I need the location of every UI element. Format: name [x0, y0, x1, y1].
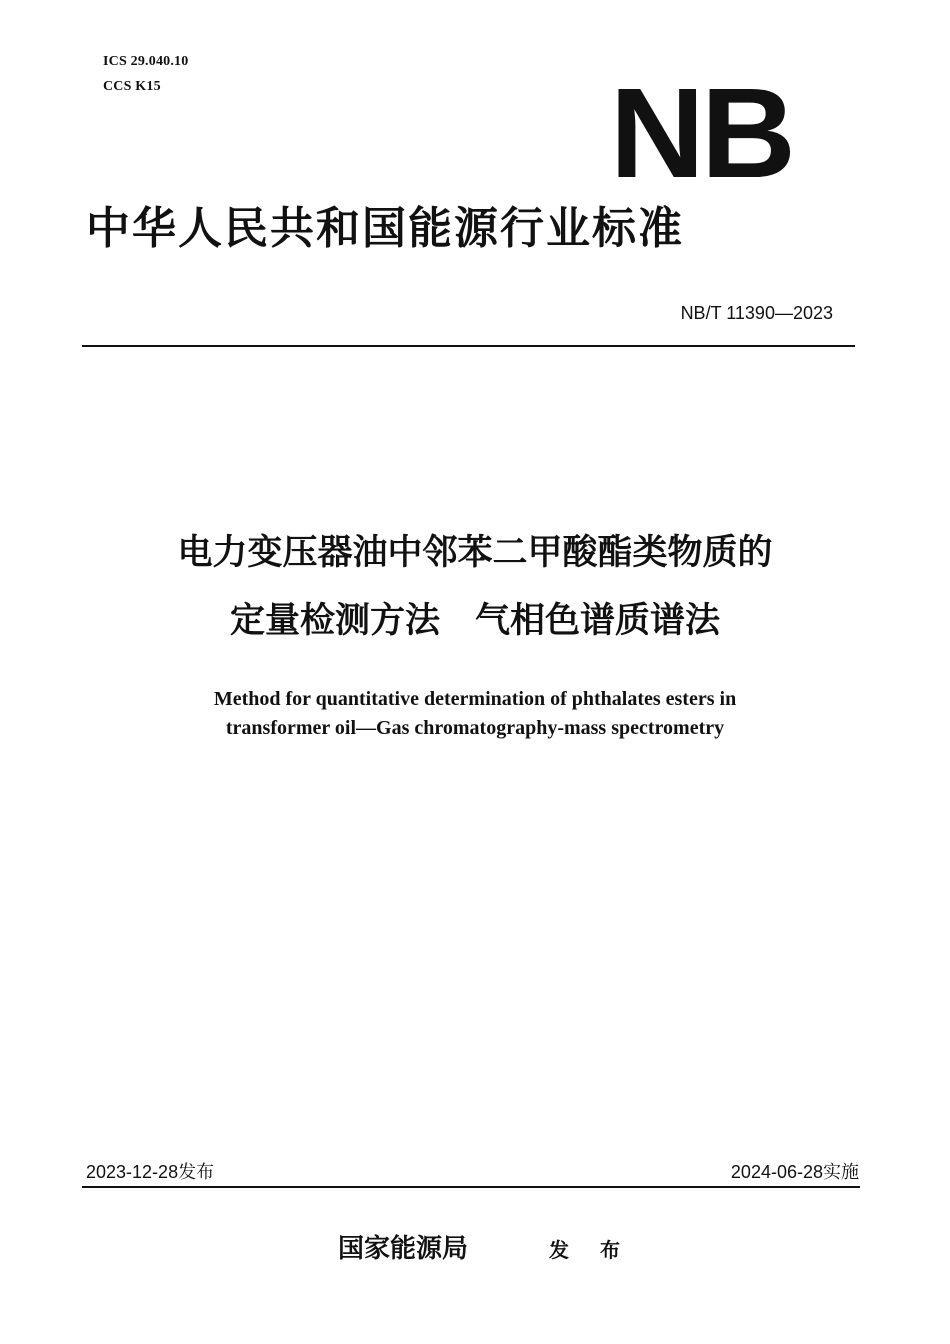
header-divider [82, 345, 855, 347]
publisher-name: 国家能源局 [338, 1234, 469, 1264]
issue-date: 2023-12-28发布 [86, 1162, 215, 1182]
title-en-line1: Method for quantitative determination of phthalates esters in [213, 688, 737, 710]
standard-category-title: 中华人民共和国能源行业标准 [86, 203, 684, 254]
publisher-action: 发 布 [549, 1238, 632, 1262]
standard-number: NB/T 11390—2023 [680, 303, 833, 323]
ics-code: ICS 29.040.10 [103, 54, 189, 69]
nb-logo: NB [609, 62, 792, 205]
title-zh-line2: 定量检测方法 气相色谱质谱法 [229, 601, 720, 641]
implementation-date: 2024-06-28实施 [730, 1162, 859, 1182]
title-en-line2: transformer oil—Gas chromatography-mass spectrometry [225, 717, 725, 739]
title-zh-line1: 电力变压器油中邻苯二甲酸酯类物质的 [177, 533, 773, 573]
footer-divider [82, 1186, 860, 1188]
ccs-code: CCS K15 [103, 79, 161, 94]
